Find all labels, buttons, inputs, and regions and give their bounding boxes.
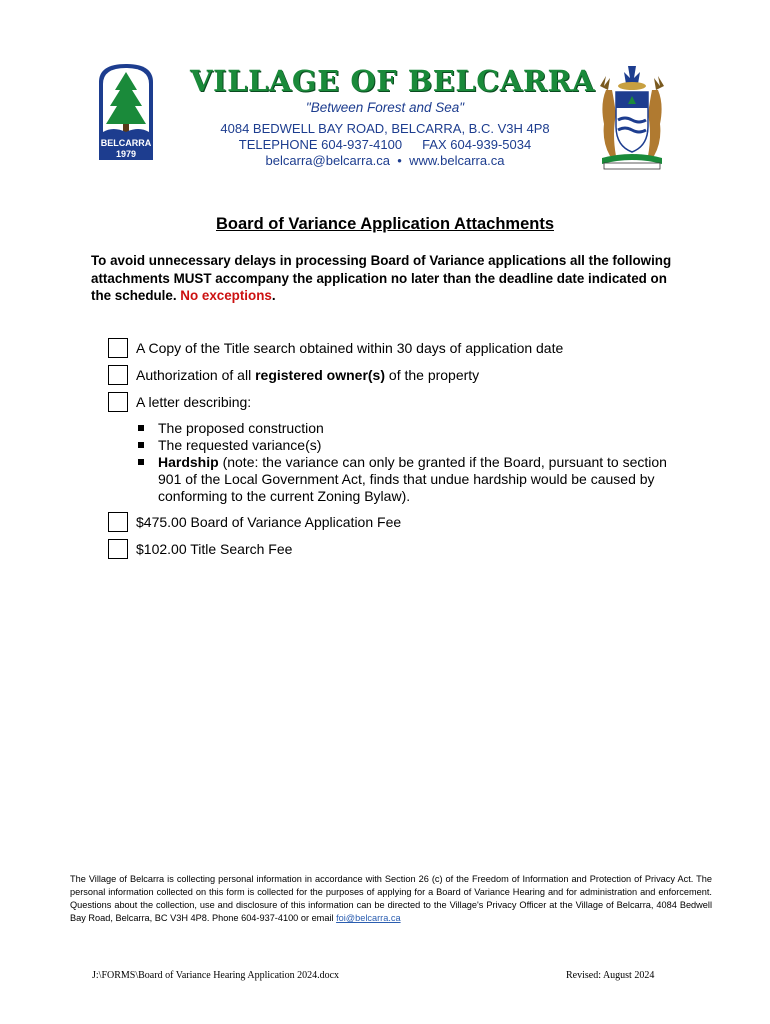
logo-year-text: 1979 [115,149,137,159]
checklist-label: $475.00 Board of Variance Application Fee [136,514,402,530]
square-bullet-icon [138,425,144,431]
intro-end: . [271,288,276,303]
belcarra-logo [93,62,159,168]
address-line: 4084 BEDWELL BAY ROAD, BELCARRA, B.C. V3H 4P8 [220,121,550,136]
letter-subitems [136,420,676,505]
intro-paragraph [91,252,681,305]
telephone: TELEPHONE 604-937-4100 [238,137,403,152]
header-email: belcarra@belcarra.ca [265,153,391,168]
checkbox-application-fee[interactable] [108,512,128,532]
checkbox-letter[interactable] [108,392,128,412]
list-item-text: The requested variance(s) [158,437,322,453]
bullet-separator: • [397,153,402,168]
list-item [136,420,676,437]
label-post: of the property [385,367,480,383]
checklist-item-authorization [108,364,479,386]
checklist-item-title-search-fee [108,538,292,560]
privacy-text: The Village of Belcarra is collecting personal information in accordance with Section 26 (c) of the Freedom of Information and Protection of Privacy Act. The personal information collected on this form is collected for the purposes of applying for a Board of Variance Hearing and for administration and enforcement. Questions about the collection, use and disclosure of this information can be directed to the Village's Privacy Officer at the Village of Belcarra, 4084 Bedwell Bay Road, Belcarra, BC V3H 4P8. Phone 604-937-4100 or email [70,874,712,923]
checklist-label: $102.00 Title Search Fee [136,541,293,557]
checklist-label: A Copy of the Title search obtained within 30 days of application date [136,340,564,356]
document-title: Board of Variance Application Attachments [215,215,554,233]
coat-of-arms-crest [592,64,672,172]
checkbox-title-search[interactable] [108,338,128,358]
revised-date: Revised: August 2024 [566,970,655,981]
org-name: VILLAGE OF BELCARRA [190,64,596,98]
checklist-item-application-fee [108,511,401,533]
list-item-bold: Hardship [158,454,219,470]
checklist-label [136,367,479,383]
privacy-notice [70,873,712,925]
list-item-text: The proposed construction [158,420,324,436]
checklist-label: A letter describing: [136,394,252,410]
square-bullet-icon [138,459,144,465]
tagline: "Between Forest and Sea" [305,100,465,115]
intro-emphasis: No exceptions [180,288,272,303]
checkbox-authorization[interactable] [108,365,128,385]
fax: FAX 604-939-5034 [422,137,532,152]
logo-name-text: BELCARRA [100,138,152,148]
square-bullet-icon [138,442,144,448]
intro-text: To avoid unnecessary delays in processing Board of Variance applications all the following attachments MUST accompany the application no later than the deadline date indicated on the schedule. [91,253,672,303]
label-pre: Authorization of all [136,367,256,383]
checkbox-title-search-fee[interactable] [108,539,128,559]
checklist-item-letter [108,391,251,413]
list-item [136,437,676,454]
label-bold: registered owner(s) [255,367,386,383]
privacy-email-link[interactable]: foi@belcarra.ca [336,913,401,923]
file-path: J:\FORMS\Board of Variance Hearing Application 2024.docx [92,970,340,981]
list-item [136,454,676,505]
phone-fax-line [190,137,580,152]
header-website: www.belcarra.ca [409,153,505,168]
contact-line [190,153,580,168]
checklist-item-title-search [108,337,563,359]
list-item-text: (note: the variance can only be granted if the Board, pursuant to section 901 of the Local Government Act, finds that undue hardship would be caused by conforming to the current Zoning Bylaw). [158,454,667,504]
